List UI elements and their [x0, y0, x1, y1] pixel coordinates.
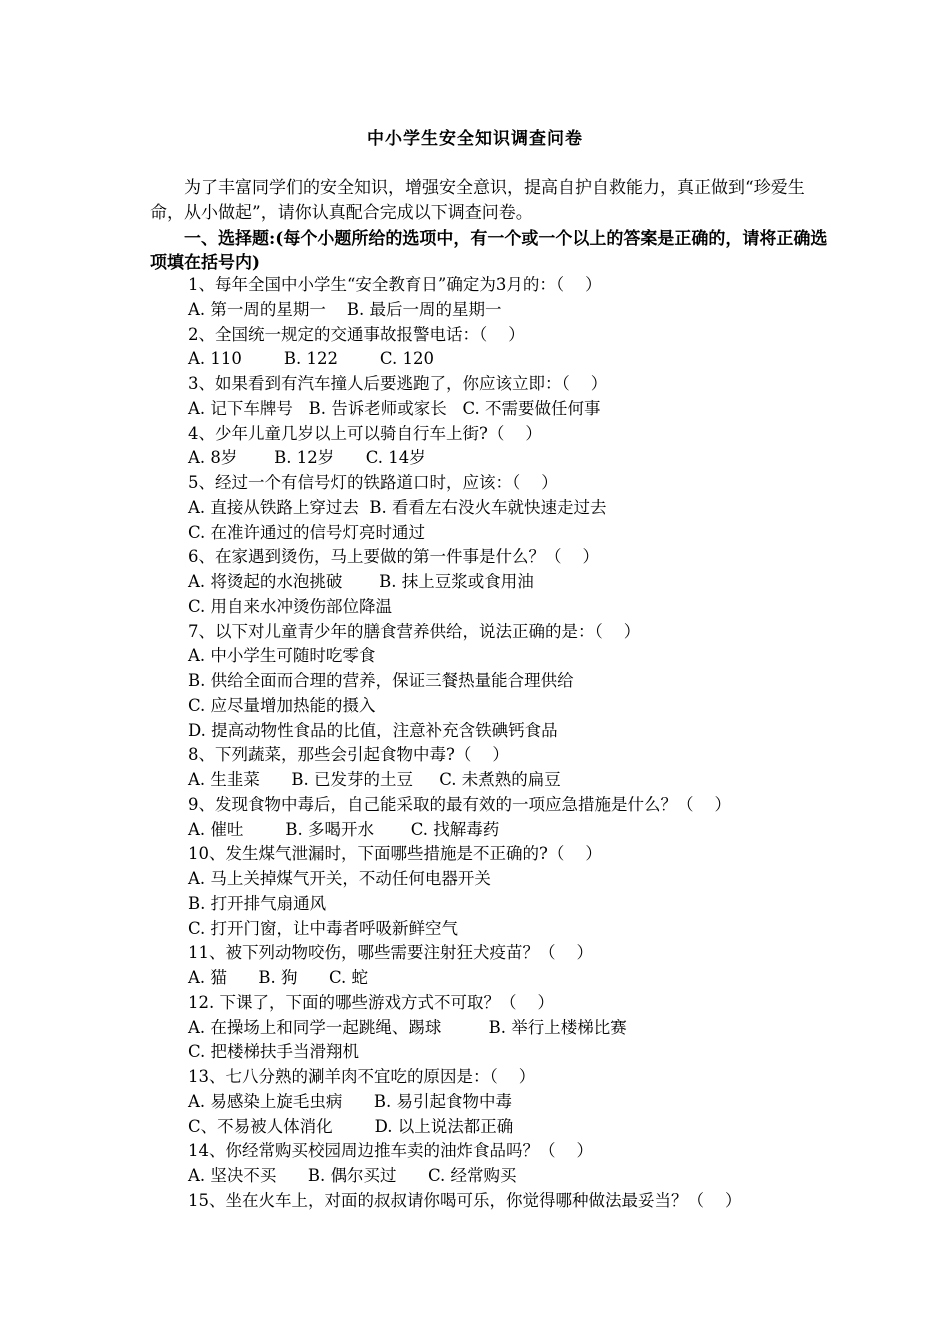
- question-line: 13、七八分熟的涮羊肉不宜吃的原因是：（ ）: [188, 1067, 536, 1086]
- question-line: 15、坐在火车上，对面的叔叔请你喝可乐，你觉得哪种做法最妥当？（ ）: [188, 1190, 742, 1210]
- section-heading: 一、选择题:(每个小题所给的选项中，有一个或一个以上的答案是正确的，请将正确选项填在括号内): [150, 229, 828, 273]
- option-line: A. 直接从铁路上穿过去 B. 看看左右没火车就快速走过去: [188, 497, 607, 517]
- question-line: 12. 下课了，下面的哪些游戏方式不可取？（ ）: [188, 992, 554, 1012]
- question-line: 8、下列蔬菜，那些会引起食物中毒?（ ）: [188, 745, 509, 765]
- option-line: C. 用自来水冲烫伤部位降温: [188, 596, 393, 616]
- option-line: A. 在操场上和同学一起跳绳、踢球 B. 举行上楼梯比赛: [188, 1017, 627, 1037]
- option-line: A. 猫 B. 狗 C. 蛇: [188, 968, 368, 987]
- option-line: B. 打开排气扇通风: [188, 893, 327, 913]
- option-line: A. 第一周的星期一 B. 最后一周的星期一: [188, 299, 502, 319]
- question-line: 3、如果看到有汽车撞人后要逃跑了，你应该立即：（ ）: [188, 374, 608, 393]
- option-line: C、不易被人体消化 D. 以上说法都正确: [188, 1116, 514, 1136]
- option-line: A. 催吐 B. 多喝开水 C. 找解毒药: [188, 819, 500, 839]
- option-line: A. 马上关掉煤气开关，不动任何电器开关: [188, 869, 491, 888]
- option-line: B. 供给全面而合理的营养，保证三餐热量能合理供给: [188, 671, 574, 690]
- option-line: C. 打开门窗，让中毒者呼吸新鲜空气: [188, 918, 459, 938]
- question-line: 14、你经常购买校园周边推车卖的油炸食品吗？（ ）: [188, 1141, 593, 1161]
- question-line: 4、少年儿童几岁以上可以骑自行车上街?（ ）: [188, 423, 542, 443]
- question-line: 9、发现食物中毒后，自己能采取的最有效的一项应急措施是什么？（ ）: [188, 794, 731, 814]
- question-line: 5、经过一个有信号灯的铁路道口时，应该：（ ）: [188, 473, 558, 492]
- question-line: 1、每年全国中小学生“安全教育日”确定为3月的：（ ）: [188, 275, 602, 294]
- option-line: A. 8岁 B. 12岁 C. 14岁: [188, 448, 426, 468]
- option-line: A. 记下车牌号 B. 告诉老师或家长 C. 不需要做任何事: [188, 398, 601, 418]
- option-line: A. 生韭菜 B. 已发芽的土豆 C. 未煮熟的扁豆: [188, 770, 561, 789]
- option-line: C. 把楼梯扶手当滑翔机: [188, 1042, 360, 1062]
- option-line: A. 易感染上旋毛虫病 B. 易引起食物中毒: [188, 1091, 512, 1111]
- option-line: A. 中小学生可随时吃零食: [188, 646, 376, 666]
- option-line: A. 坚决不买 B. 偶尔买过 C. 经常购买: [188, 1166, 517, 1185]
- option-line: C. 应尽量增加热能的摄入: [188, 695, 376, 715]
- option-line: D. 提高动物性食品的比值，注意补充含铁碘钙食品: [188, 720, 558, 740]
- question-line: 7、以下对儿童青少年的膳食营养供给，说法正确的是：（ ）: [188, 621, 641, 641]
- intro-paragraph: 为了丰富同学们的安全知识，增强安全意识，提高自护自救能力，真正做到“珍爱生命，从小做起”，请你认真配合完成以下调查问卷。: [150, 178, 805, 223]
- question-line: 11、被下列动物咬伤，哪些需要注射狂犬疫苗？（ ）: [188, 943, 593, 963]
- option-line: C. 在准许通过的信号灯亮时通过: [188, 522, 426, 542]
- page-title: 中小学生安全知识调查问卷: [367, 129, 583, 149]
- question-list: [188, 273, 848, 1214]
- question-line: 10、发生煤气泄漏时，下面哪些措施是不正确的?（ ）: [188, 844, 602, 864]
- question-line: 6、在家遇到烫伤，马上要做的第一件事是什么？（ ）: [188, 547, 599, 567]
- option-line: A. 将烫起的水泡挑破 B. 抹上豆浆或食用油: [188, 572, 534, 591]
- question-line: 2、全国统一规定的交通事故报警电话：（ ）: [188, 324, 525, 344]
- option-line: A. 110 B. 122 C. 120: [188, 349, 434, 369]
